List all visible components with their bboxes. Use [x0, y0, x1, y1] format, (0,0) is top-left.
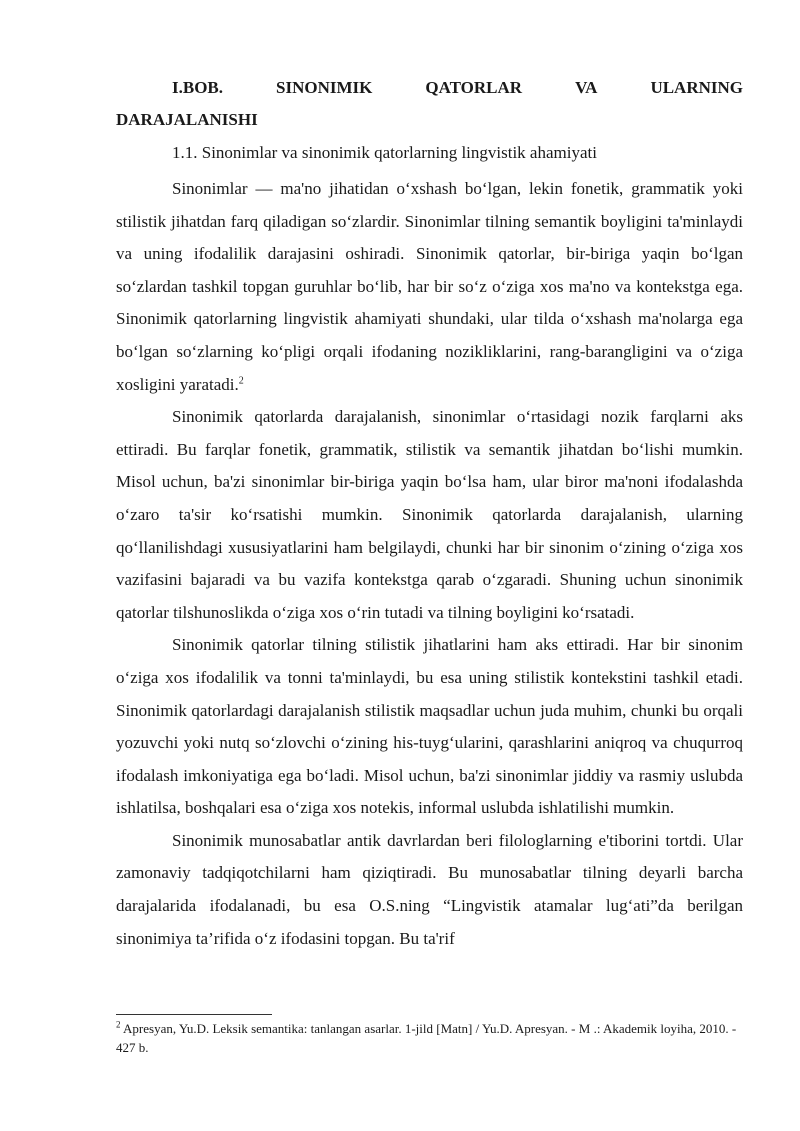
chapter-heading-word: I.BOB.: [172, 78, 224, 97]
section-title: 1.1. Sinonimlar va sinonimik qatorlarning lingvistik ahamiyati: [172, 143, 597, 162]
chapter-heading-word: QATORLAR: [425, 78, 523, 97]
footnote-divider: [116, 1014, 272, 1015]
paragraph-text: Sinonimlar — ma'no jihatidan o‘xshash bo‘lgan, lekin fonetik, grammatik yoki stilistik jihatdan farq qiladigan so‘zlardir. Sinonimlar tilning semantik boyligini ta'minlaydi va uning ifodalilik darajasini oshiradi. Sinonimik qatorlar, bir-biriga yaqin bo‘lgan so‘zlardan tashkil topgan guruhlar bo‘lib, har bir so‘z o‘ziga xos ma'no va kontekstga ega. Sinonimik qatorlarning lingvistik ahamiyati shundaki, ular tilda o‘xshash ma'nolarga ega bo‘lgan so‘zlarning ko‘pligi orqali ifodaning nozikliklarini, rang-barangligini va o‘ziga xosligini yaratadi.: [116, 179, 743, 394]
chapter-heading-word: SINONIMIK: [276, 78, 373, 97]
body-text: [116, 173, 743, 955]
paragraph: [116, 629, 743, 825]
paragraph-text: Sinonimik qatorlarda darajalanish, sinonimlar o‘rtasidagi nozik farqlarni aks ettiradi. Bu farqlar fonetik, grammatik, stilistik va semantik jihatdan bo‘lishi mumkin. Misol uchun, ba'zi sinonimlar bir-biriga yaqin bo‘lsa ham, ular biror ma'noni ifodalashda o‘zaro ta'sir ko‘rsatishi mumkin. Sinonimik qatorlarda darajalanish, ularning qo‘llanilishdagi xususiyatlarini ham belgilaydi, chunki har bir sinonim o‘zining o‘ziga xos vazifasini bajaradi va bu vazifa kontekstga qarab o‘zgaradi. Shuning uchun sinonimik qatorlar tilshunoslikda o‘ziga xos o‘rin tutadi va tilning boyligini ko‘rsatadi.: [116, 407, 743, 622]
paragraph-text: Sinonimik munosabatlar antik davrlardan beri filologlarning e'tiborini tortdi. Ular zamonaviy tadqiqotchilarni ham qiziqtiradi. Bu munosabatlar tilning deyarli barcha darajalarida ifodalanadi, bu esa O.S.ning “Lingvistik atamalar lug‘ati”da berilgan sinonimiya ta’rifida o‘z ifodasini topgan. Bu ta'rif: [116, 830, 743, 948]
chapter-heading-continuation: DARAJALANISHI: [116, 110, 258, 129]
chapter-heading: [172, 76, 743, 100]
paragraph: [116, 173, 743, 401]
paragraph: [116, 401, 743, 629]
footnote: [116, 1019, 741, 1057]
footnote-text: Apresyan, Yu.D. Leksik semantika: tanlangan asarlar. 1-jild [Matn] / Yu.D. Apresyan. - M .: Akademik loyiha, 2010. - 427 b.: [116, 1021, 737, 1055]
footnote-mark: 2: [116, 1019, 121, 1030]
paragraph-text: Sinonimik qatorlar tilning stilistik jihatlarini ham aks ettiradi. Har bir sinonim o‘ziga xos ifodalilik va tonni ta'minlaydi, bu esa uning stilistik kontekstini tashkil etadi. Sinonimik qatorlardagi darajalanish stilistik maqsadlar uchun juda muhim, chunki bu orqali yozuvchi yoki nutq so‘zlovchi o‘zining his-tuyg‘ularini, qarashlarini aniqroq va chuqurroq ifodalash imkoniyatiga ega bo‘ladi. Misol uchun, ba'zi sinonimlar jiddiy va rasmiy uslubda ishlatilsa, boshqalari esa o‘ziga xos notekis, informal uslubda ishlatilishi mumkin.: [116, 635, 743, 818]
footnote-reference[interactable]: 2: [238, 374, 244, 386]
chapter-heading-word: ULARNING: [650, 78, 743, 97]
chapter-heading-word: VA: [575, 78, 598, 97]
paragraph: [116, 825, 743, 955]
